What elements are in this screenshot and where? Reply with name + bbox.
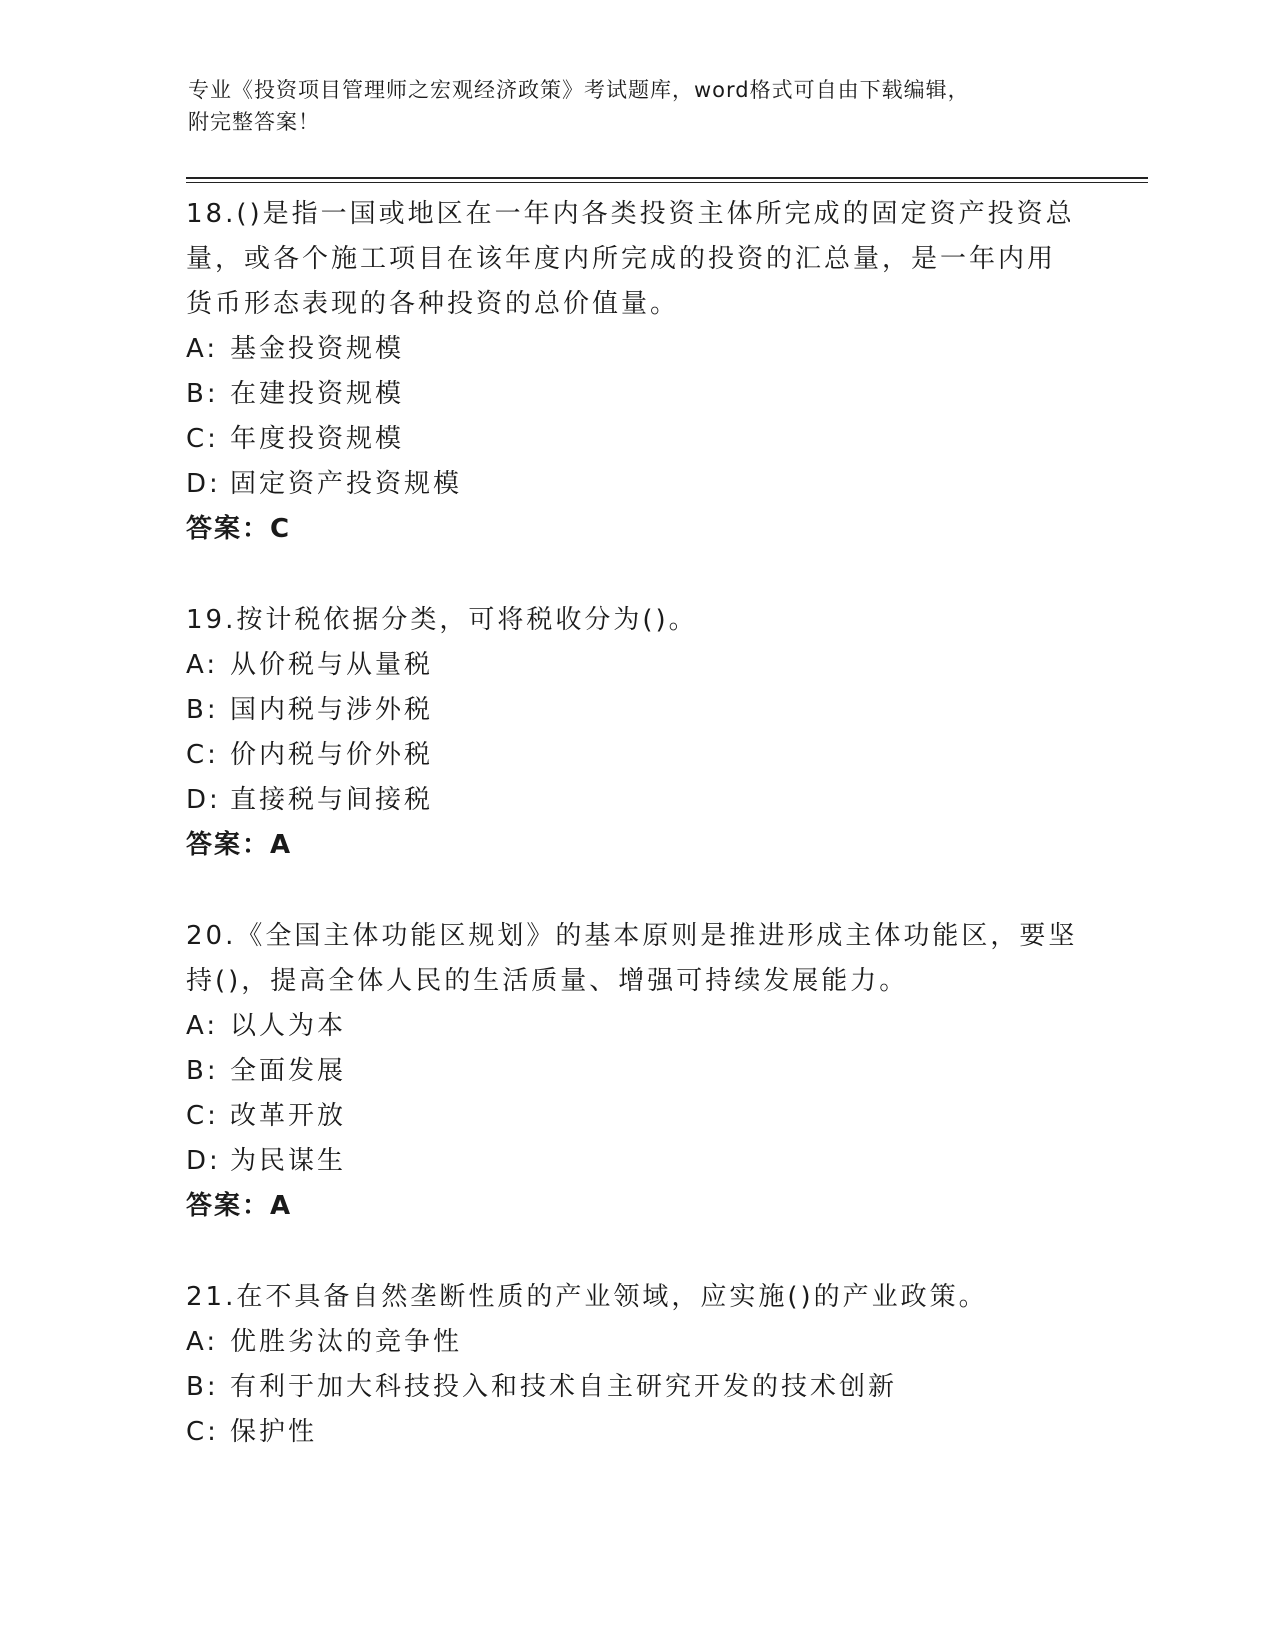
option-key: C: xyxy=(186,1101,219,1131)
option-key: B: xyxy=(186,1056,219,1086)
option-text: 优胜劣汰的竞争性 xyxy=(230,1327,463,1357)
option-a xyxy=(186,1320,1086,1365)
option-text: 直接税与间接税 xyxy=(230,785,434,815)
option-key: A: xyxy=(186,1327,219,1357)
stem-line: 19.按计税依据分类，可将税收分为()。 xyxy=(186,605,698,635)
option-c xyxy=(186,417,1086,462)
stem-line: 量，或各个施工项目在该年度内所完成的投资的汇总量，是一年内用 xyxy=(186,244,1057,274)
option-a xyxy=(186,1004,1086,1049)
option-key: A: xyxy=(186,334,219,364)
option-c xyxy=(186,1094,1086,1139)
option-a xyxy=(186,643,1086,688)
question-stem xyxy=(186,914,1086,1004)
question-stem xyxy=(186,192,1086,327)
document-header xyxy=(188,74,1088,138)
option-text: 改革开放 xyxy=(230,1101,347,1131)
option-text: 固定资产投资规模 xyxy=(230,469,463,499)
question-stem xyxy=(186,1275,1086,1320)
header-rule-thin xyxy=(186,182,1148,183)
option-key: B: xyxy=(186,379,219,409)
stem-line: 持()，提高全体人民的生活质量、增强可持续发展能力。 xyxy=(186,966,909,996)
stem-line: 货币形态表现的各种投资的总价值量。 xyxy=(186,289,680,319)
option-text: 价内税与价外税 xyxy=(230,740,434,770)
option-c xyxy=(186,733,1086,778)
option-key: D: xyxy=(186,469,221,499)
option-key: C: xyxy=(186,740,219,770)
option-text: 全面发展 xyxy=(230,1056,347,1086)
option-text: 国内税与涉外税 xyxy=(230,695,434,725)
header-rule-thick xyxy=(186,177,1148,179)
answer-line: 答案：C xyxy=(186,514,292,544)
option-b xyxy=(186,688,1086,733)
option-text: 有利于加大科技投入和技术自主研究开发的技术创新 xyxy=(230,1372,898,1402)
option-d xyxy=(186,778,1086,823)
option-key: A: xyxy=(186,650,219,680)
option-text: 为民谋生 xyxy=(230,1146,347,1176)
question-stem xyxy=(186,598,1086,643)
option-text: 以人为本 xyxy=(230,1011,347,1041)
option-key: B: xyxy=(186,1372,219,1402)
option-text: 在建投资规模 xyxy=(230,379,405,409)
answer-line: 答案：A xyxy=(186,1191,293,1221)
option-d xyxy=(186,462,1086,507)
option-key: A: xyxy=(186,1011,219,1041)
question-21 xyxy=(186,1275,1086,1455)
stem-line: 21.在不具备自然垄断性质的产业领域，应实施()的产业政策。 xyxy=(186,1282,988,1312)
option-text: 基金投资规模 xyxy=(230,334,405,364)
question-18 xyxy=(186,192,1086,552)
option-text: 保护性 xyxy=(230,1417,318,1447)
question-19 xyxy=(186,598,1086,868)
answer-line: 答案：A xyxy=(186,830,293,860)
option-text: 年度投资规模 xyxy=(230,424,405,454)
option-d xyxy=(186,1139,1086,1184)
option-key: B: xyxy=(186,695,219,725)
stem-line: 18.()是指一国或地区在一年内各类投资主体所完成的固定资产投资总 xyxy=(186,199,1075,229)
option-text: 从价税与从量税 xyxy=(230,650,434,680)
option-key: C: xyxy=(186,1417,219,1447)
header-line-1: 专业《投资项目管理师之宏观经济政策》考试题库，word格式可自由下载编辑， xyxy=(188,78,970,102)
question-list xyxy=(186,192,1086,1501)
question-20 xyxy=(186,914,1086,1229)
option-key: D: xyxy=(186,1146,221,1176)
option-key: C: xyxy=(186,424,219,454)
option-a xyxy=(186,327,1086,372)
stem-line: 20.《全国主体功能区规划》的基本原则是推进形成主体功能区，要坚 xyxy=(186,921,1078,951)
option-b xyxy=(186,1049,1086,1094)
option-b xyxy=(186,1365,1086,1410)
option-c xyxy=(186,1410,1086,1455)
option-key: D: xyxy=(186,785,221,815)
header-line-2: 附完整答案！ xyxy=(188,110,320,134)
option-b xyxy=(186,372,1086,417)
